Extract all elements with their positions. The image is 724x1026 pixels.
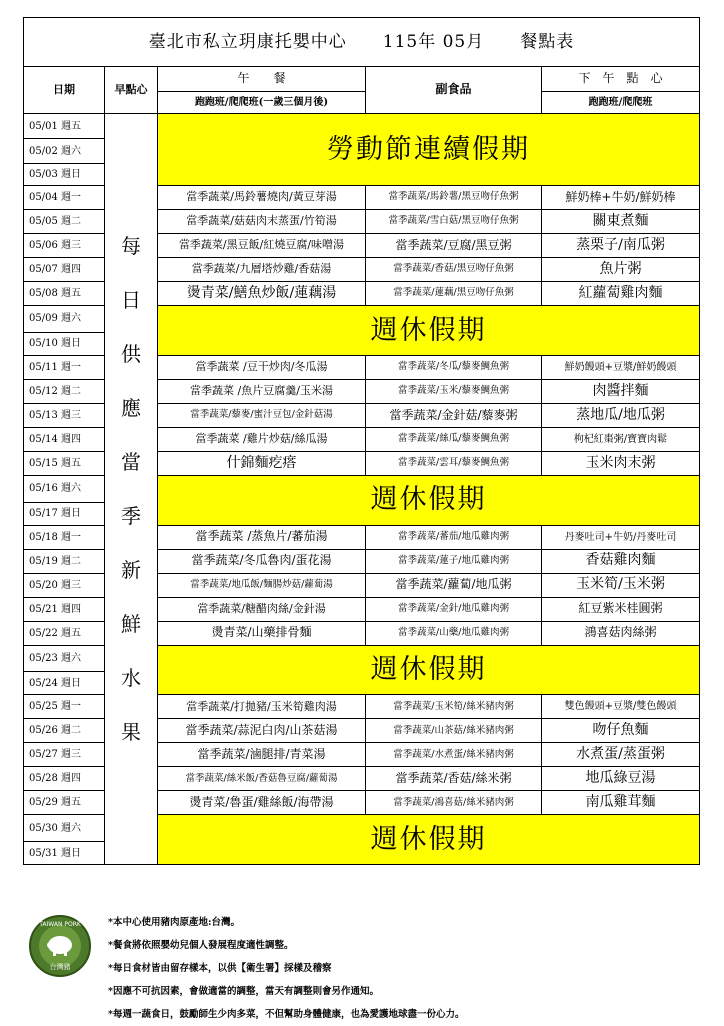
header-snack-sub: 跑跑班/爬爬班: [542, 92, 700, 114]
date-cell: 05/27 週三: [24, 743, 105, 767]
side-dish-cell: 當季蔬菜/玉米/藜麥鯛魚粥: [366, 379, 542, 403]
snack-cell: 玉米筍/玉米粥: [542, 573, 700, 597]
date-cell: 05/20 週三: [24, 573, 105, 597]
date-cell: 05/09 週六: [24, 306, 105, 333]
snack-cell: 肉醬拌麵: [542, 379, 700, 403]
snack-cell: 玉米肉末粥: [542, 451, 700, 475]
taiwan-pork-logo: [28, 914, 92, 978]
date-cell: 05/12 週二: [24, 379, 105, 403]
holiday-banner: 週休假期: [158, 306, 700, 356]
snack-cell: 丹麥吐司+牛奶/丹麥吐司: [542, 525, 700, 549]
snack-cell: 雙色饅頭+豆漿/雙色饅頭: [542, 695, 700, 719]
header-snack: 下 午 點 心: [542, 67, 700, 92]
lunch-cell: 當季蔬菜 /蒸魚片/蕃茄湯: [158, 525, 366, 549]
date-cell: 05/07 週四: [24, 258, 105, 282]
lunch-cell: 當季蔬菜 /豆干炒肉/冬瓜湯: [158, 355, 366, 379]
lunch-cell: 當季蔬菜/藜麥/蜜汁豆包/金針菇湯: [158, 403, 366, 427]
side-dish-cell: 當季蔬菜/山茶菇/絲米豬肉粥: [366, 719, 542, 743]
side-dish-cell: 當季蔬菜/香菇/黑豆吻仔魚粥: [366, 258, 542, 282]
side-dish-cell: 當季蔬菜/水煮蛋/絲米豬肉粥: [366, 743, 542, 767]
date-cell: 05/05 週二: [24, 210, 105, 234]
lunch-cell: 燙青菜/山藥排骨麵: [158, 621, 366, 645]
lunch-cell: 當季蔬菜/菇菇肉末蒸蛋/竹筍湯: [158, 210, 366, 234]
date-cell: 05/18 週一: [24, 525, 105, 549]
date-cell: 05/21 週四: [24, 597, 105, 621]
lunch-cell: 當季蔬菜/蒜泥白肉/山茶菇湯: [158, 719, 366, 743]
snack-cell: 枸杞紅棗粥/寶寶肉鬆: [542, 427, 700, 451]
date-cell: 05/28 週四: [24, 767, 105, 791]
side-dish-cell: 當季蔬菜/蓮藕/黑豆吻仔魚粥: [366, 282, 542, 306]
date-cell: 05/01 週五: [24, 114, 105, 139]
snack-cell: 鴻喜菇肉絲粥: [542, 621, 700, 645]
side-dish-cell: 當季蔬菜/蓮子/地瓜雞肉粥: [366, 549, 542, 573]
snack-cell: 紅豆紫米桂圓粥: [542, 597, 700, 621]
lunch-cell: 當季蔬菜/滷腿排/青菜湯: [158, 743, 366, 767]
snack-cell: 鮮奶饅頭+豆漿/鮮奶饅頭: [542, 355, 700, 379]
date-cell: 05/11 週一: [24, 355, 105, 379]
side-dish-cell: 當季蔬菜/山藥/地瓜雞肉粥: [366, 621, 542, 645]
lunch-cell: 當季蔬菜/黑豆飯/紅燒豆腐/味噌湯: [158, 234, 366, 258]
footnote: *餐食將依照嬰幼兒個人發展程度適性調整。: [108, 940, 294, 951]
side-dish-cell: 當季蔬菜/雲耳/藜麥鯛魚粥: [366, 451, 542, 475]
date-cell: 05/19 週二: [24, 549, 105, 573]
date-cell: 05/29 週五: [24, 791, 105, 815]
lunch-cell: 當季蔬菜/絲米飯/香菇魯豆腐/蘿蔔湯: [158, 767, 366, 791]
lunch-cell: 當季蔬菜/冬瓜魯肉/蛋花湯: [158, 549, 366, 573]
snack-cell: 紅蘿蔔雞肉麵: [542, 282, 700, 306]
side-dish-cell: 當季蔬菜/玉米筍/絲米豬肉粥: [366, 695, 542, 719]
date-cell: 05/03 週日: [24, 164, 105, 186]
side-dish-cell: 當季蔬菜/豆腐/黑豆粥: [366, 234, 542, 258]
menu-table: [23, 17, 700, 865]
side-dish-cell: 當季蔬菜/金針/地瓜雞肉粥: [366, 597, 542, 621]
side-dish-cell: 當季蔬菜/鴻喜菇/絲米豬肉粥: [366, 791, 542, 815]
footnotes: [108, 911, 464, 1026]
date-cell: 05/24 週日: [24, 672, 105, 695]
footnote: *因應不可抗因素，會做適當的調整，當天有調整則會另作通知。: [108, 986, 379, 997]
header-lunch: 午 餐: [158, 67, 366, 92]
svg-text:台灣豬: 台灣豬: [49, 963, 71, 971]
lunch-cell: 燙青菜/鱔魚炒飯/蓮藕湯: [158, 282, 366, 306]
side-dish-cell: 當季蔬菜/金針菇/藜麥粥: [366, 403, 542, 427]
lunch-cell: 當季蔬菜/糖醋肉絲/金針湯: [158, 597, 366, 621]
side-dish-cell: 當季蔬菜/蕃茄/地瓜雞肉粥: [366, 525, 542, 549]
side-dish-cell: 當季蔬菜/絲瓜/藜麥鯛魚粥: [366, 427, 542, 451]
date-cell: 05/02 週六: [24, 139, 105, 164]
date-cell: 05/15 週五: [24, 451, 105, 475]
page-title: 臺北市私立玥康托嬰中心 115年 05月 餐點表: [24, 18, 700, 67]
date-cell: 05/10 週日: [24, 332, 105, 355]
side-dish-cell: 當季蔬菜/冬瓜/藜麥鯛魚粥: [366, 355, 542, 379]
date-cell: 05/08 週五: [24, 282, 105, 306]
lunch-cell: 當季蔬菜 /雞片炒菇/絲瓜湯: [158, 427, 366, 451]
side-dish-cell: 當季蔬菜/雪白菇/黑豆吻仔魚粥: [366, 210, 542, 234]
lunch-cell: 當季蔬菜/打拋豬/玉米筍雞肉湯: [158, 695, 366, 719]
date-cell: 05/04 週一: [24, 186, 105, 210]
lunch-cell: 當季蔬菜/九層塔炒雞/香菇湯: [158, 258, 366, 282]
side-dish-cell: 當季蔬菜/蘿蔔/地瓜粥: [366, 573, 542, 597]
holiday-banner: 勞動節連續假期: [158, 114, 700, 186]
date-cell: 05/23 週六: [24, 645, 105, 672]
svg-text:TAIWAN PORK: TAIWAN PORK: [39, 921, 81, 928]
snack-cell: 吻仔魚麵: [542, 719, 700, 743]
footnote: *本中心使用豬肉原產地:台灣。: [108, 917, 240, 928]
header-date: 日期: [24, 67, 105, 114]
snack-cell: 蒸地瓜/地瓜粥: [542, 403, 700, 427]
date-cell: 05/30 週六: [24, 815, 105, 842]
snack-cell: 鮮奶棒+牛奶/鮮奶棒: [542, 186, 700, 210]
snack-cell: 地瓜綠豆湯: [542, 767, 700, 791]
date-cell: 05/13 週三: [24, 403, 105, 427]
snack-cell: 南瓜雞茸麵: [542, 791, 700, 815]
breakfast-fruit-note: 每 日 供 應 當 季 新 鮮 水 果: [105, 114, 158, 865]
snack-cell: 魚片粥: [542, 258, 700, 282]
footnote: *每週一蔬食日，鼓勵師生少肉多菜，不但幫助身體健康，也為愛護地球盡一份心力。: [108, 1009, 465, 1020]
lunch-cell: 當季蔬菜 /魚片豆腐羹/玉米湯: [158, 379, 366, 403]
date-cell: 05/06 週三: [24, 234, 105, 258]
holiday-banner: 週休假期: [158, 815, 700, 865]
holiday-banner: 週休假期: [158, 475, 700, 525]
side-dish-cell: 當季蔬菜/馬鈴薯/黑豆吻仔魚粥: [366, 186, 542, 210]
snack-cell: 蒸栗子/南瓜粥: [542, 234, 700, 258]
lunch-cell: 燙青菜/魯蛋/雞絲飯/海帶湯: [158, 791, 366, 815]
date-cell: 05/16 週六: [24, 475, 105, 502]
snack-cell: 關東煮麵: [542, 210, 700, 234]
date-cell: 05/22 週五: [24, 621, 105, 645]
date-cell: 05/26 週二: [24, 719, 105, 743]
lunch-cell: 當季蔬菜/馬鈴薯燒肉/黃豆芽湯: [158, 186, 366, 210]
snack-cell: 水煮蛋/蒸蛋粥: [542, 743, 700, 767]
lunch-cell: 什錦麵疙瘩: [158, 451, 366, 475]
snack-cell: 香菇雞肉麵: [542, 549, 700, 573]
header-lunch-sub: 跑跑班/爬爬班(一歲三個月後): [158, 92, 366, 114]
date-cell: 05/25 週一: [24, 695, 105, 719]
holiday-banner: 週休假期: [158, 645, 700, 695]
date-cell: 05/14 週四: [24, 427, 105, 451]
footnote: *每日食材皆由留存樣本，以供【衛生署】採樣及稽察: [108, 963, 332, 974]
date-cell: 05/17 週日: [24, 502, 105, 525]
date-cell: 05/31 週日: [24, 842, 105, 865]
lunch-cell: 當季蔬菜/地瓜飯/麵腸炒菇/蘿蔔湯: [158, 573, 366, 597]
header-side-dish: 副食品: [366, 67, 542, 114]
header-breakfast: 早點心: [105, 67, 158, 114]
side-dish-cell: 當季蔬菜/香菇/絲米粥: [366, 767, 542, 791]
